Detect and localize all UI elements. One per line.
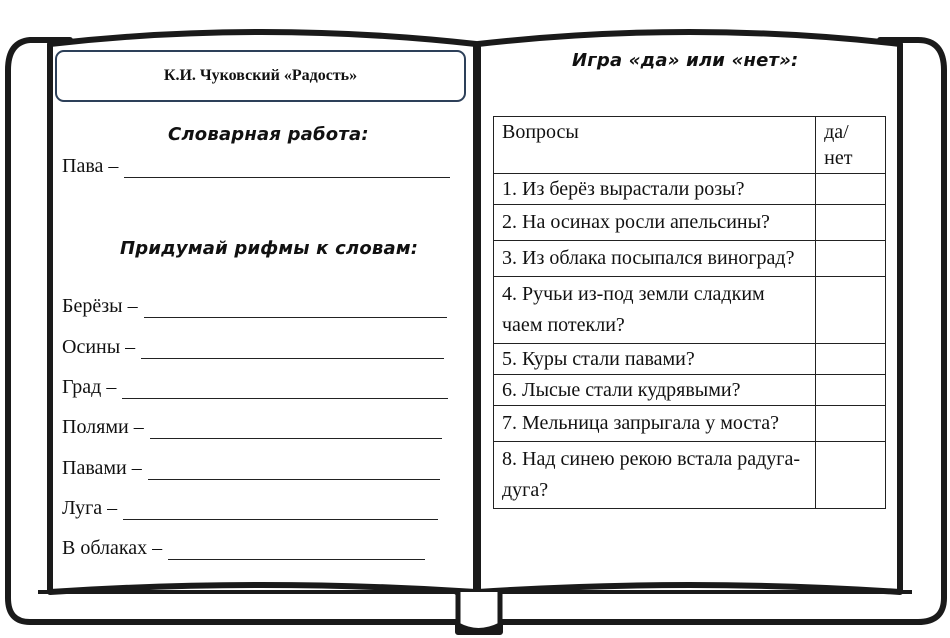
rhyme-word: Берёзы – <box>62 295 138 317</box>
answer-cell[interactable] <box>816 205 886 241</box>
table-row <box>494 277 886 344</box>
rhyme-row <box>62 333 444 359</box>
question-cell: 1. Из берёз вырастали розы? <box>494 174 816 205</box>
question-cell: 3. Из облака посыпался виноград? <box>494 241 816 277</box>
table-header-row <box>494 117 886 174</box>
rhyme-row <box>62 494 438 520</box>
rhyme-word: Луга – <box>62 497 118 519</box>
table-row <box>494 205 886 241</box>
table-row <box>494 241 886 277</box>
rhymes-heading: Придумай рифмы к словам: <box>120 238 419 259</box>
table-row <box>494 174 886 205</box>
rhyme-word: В облаках – <box>62 537 163 559</box>
vocab-heading: Словарная работа: <box>168 124 369 145</box>
vocab-row <box>62 152 450 178</box>
answer-cell[interactable] <box>816 375 886 406</box>
rhyme-row <box>62 454 440 480</box>
answer-cell[interactable] <box>816 241 886 277</box>
answer-cell[interactable] <box>816 406 886 442</box>
table-row <box>494 344 886 375</box>
rhyme-row <box>62 534 425 560</box>
question-cell: 7. Мельница запрыгала у моста? <box>494 406 816 442</box>
rhyme-word: Павами – <box>62 457 142 479</box>
question-cell: 6. Лысые стали кудрявыми? <box>494 375 816 406</box>
rhyme-answer-line[interactable] <box>168 541 425 560</box>
header-questions: Вопросы <box>494 117 816 174</box>
rhyme-answer-line[interactable] <box>144 299 447 318</box>
table-row <box>494 442 886 509</box>
answer-cell[interactable] <box>816 442 886 509</box>
rhyme-answer-line[interactable] <box>123 501 438 520</box>
vocab-answer-line[interactable] <box>124 159 450 178</box>
answer-cell[interactable] <box>816 277 886 344</box>
page-title: К.И. Чуковский «Радость» <box>163 67 358 84</box>
answer-cell[interactable] <box>816 344 886 375</box>
question-cell: 8. Над синею рекою встала радуга-дуга? <box>494 442 816 509</box>
table-row <box>494 375 886 406</box>
rhyme-word: Полями – <box>62 416 144 438</box>
rhyme-answer-line[interactable] <box>150 420 442 439</box>
rhyme-row <box>62 292 447 318</box>
page-title-box <box>55 50 466 102</box>
question-cell: 2. На осинах росли апельсины? <box>494 205 816 241</box>
header-answer: да/нет <box>816 117 886 174</box>
book-spine <box>458 592 500 631</box>
yes-no-table <box>493 116 886 509</box>
game-heading: Игра «да» или «нет»: <box>572 50 799 71</box>
rhyme-answer-line[interactable] <box>122 380 448 399</box>
question-cell: 5. Куры стали павами? <box>494 344 816 375</box>
rhyme-row <box>62 373 448 399</box>
rhyme-answer-line[interactable] <box>148 461 440 480</box>
rhyme-row <box>62 413 442 439</box>
answer-cell[interactable] <box>816 174 886 205</box>
rhyme-answer-line[interactable] <box>141 340 444 359</box>
rhyme-word: Осины – <box>62 336 136 358</box>
table-row <box>494 406 886 442</box>
vocab-word: Пава – <box>62 155 119 177</box>
question-cell: 4. Ручьи из-под земли сладким чаем потекли? <box>494 277 816 344</box>
rhyme-word: Град – <box>62 376 117 398</box>
